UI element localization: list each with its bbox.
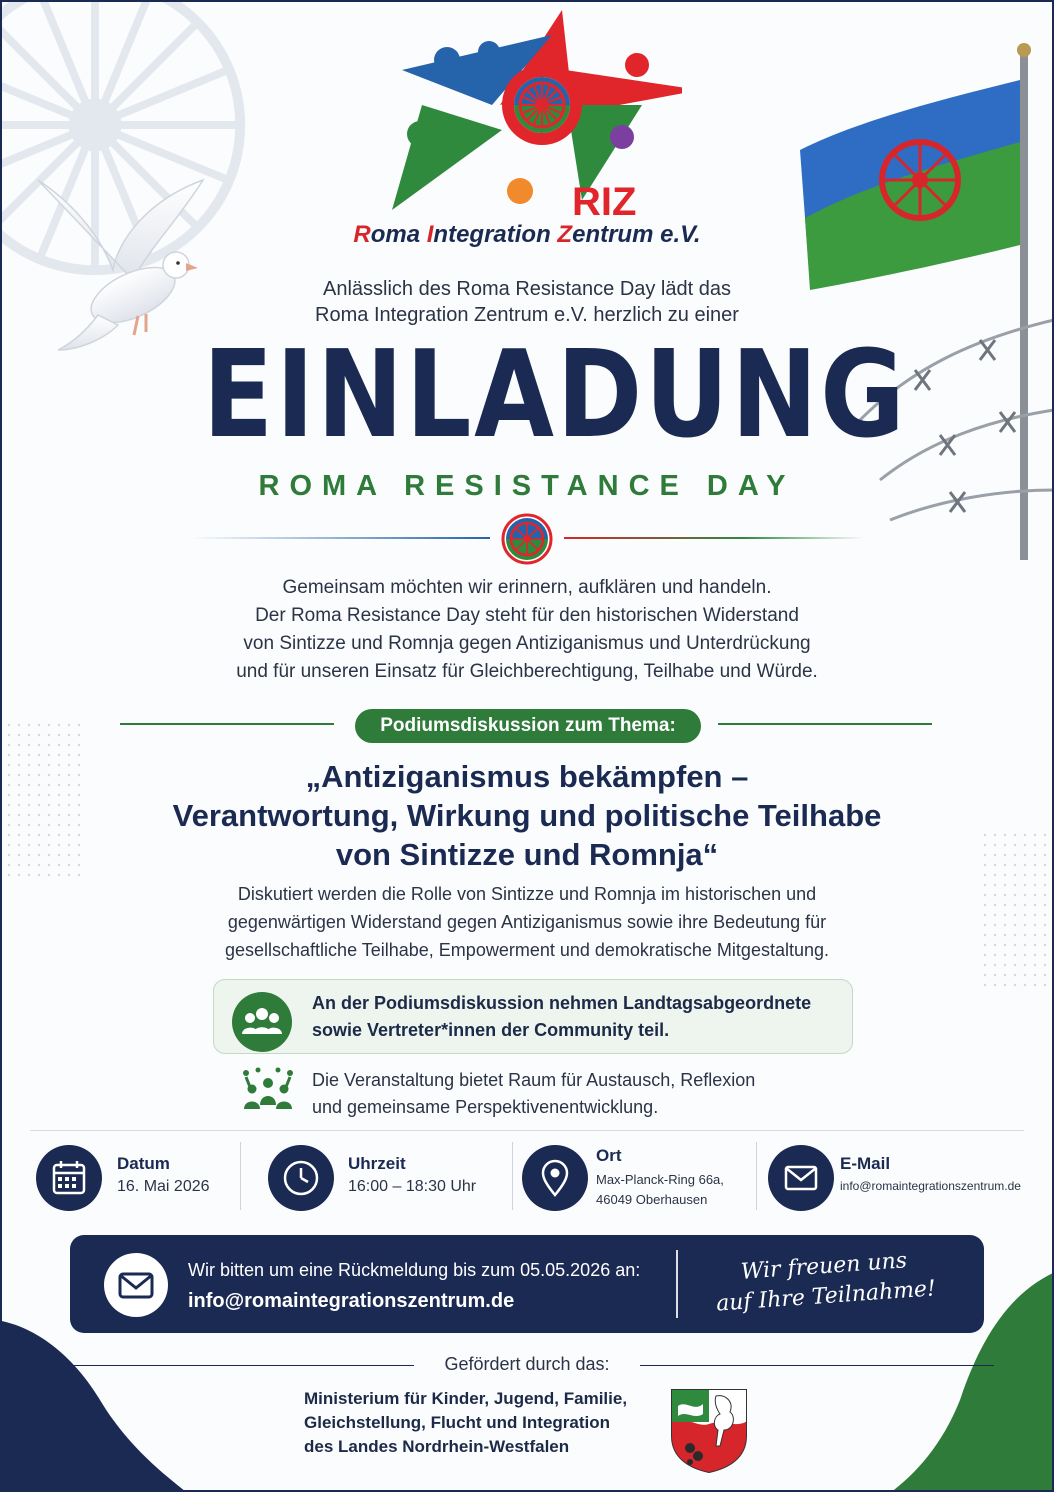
dot-pattern-left bbox=[4, 720, 84, 880]
rsvp-separator bbox=[676, 1250, 678, 1318]
event-subtitle: ROMA RESISTANCE DAY bbox=[258, 470, 796, 502]
time-icon-circle bbox=[268, 1145, 334, 1211]
dot-pattern-right bbox=[980, 830, 1054, 990]
email-value[interactable]: info@romaintegrationszentrum.de bbox=[840, 1179, 1021, 1193]
topic-line-1: „Antiziganismus bekämpfen – bbox=[305, 759, 749, 794]
location-pin-icon bbox=[522, 1145, 588, 1211]
participants-line-2: sowie Vertreter*innen der Community teil. bbox=[312, 1020, 670, 1040]
divider-right bbox=[564, 537, 864, 539]
dove-icon bbox=[28, 160, 208, 355]
place-value-line-2: 46049 Oberhausen bbox=[596, 1192, 708, 1207]
info-divider bbox=[30, 1130, 1024, 1131]
community-icon bbox=[238, 1065, 298, 1117]
funding-label: Gefördert durch das: bbox=[444, 1354, 610, 1374]
offer-line-1: Die Veranstaltung bietet Raum für Austausch, Reflexion bbox=[312, 1070, 756, 1090]
org-initial-i: I bbox=[426, 221, 434, 248]
place-icon-circle bbox=[522, 1145, 588, 1211]
clock-icon bbox=[268, 1145, 334, 1211]
intro-text bbox=[200, 276, 854, 328]
rsvp-email-link[interactable]: info@romaintegrationszentrum.de bbox=[188, 1290, 515, 1312]
topic-line-2: Verantwortung, Wirkung und politische Teilhabe bbox=[172, 798, 882, 833]
date-label: Datum bbox=[117, 1154, 170, 1173]
ministry-line-3: des Landes Nordrhein-Westfalen bbox=[304, 1437, 570, 1456]
pill-line-right bbox=[718, 723, 932, 725]
org-rest-roma: oma bbox=[370, 221, 427, 248]
org-initial-r: R bbox=[353, 221, 371, 248]
rsvp-icon-circle bbox=[104, 1253, 168, 1317]
intro-line-1: Anlässlich des Roma Resistance Day lädt das bbox=[323, 278, 731, 300]
date-icon-circle bbox=[36, 1145, 102, 1211]
ministry-line-1: Ministerium für Kinder, Jugend, Familie, bbox=[304, 1389, 628, 1408]
rsvp-request-text: Wir bitten um eine Rückmeldung bis zum 05.05.2026 an: bbox=[188, 1260, 641, 1280]
welcome-line-2: auf Ihre Teilnahme! bbox=[715, 1276, 937, 1317]
divider-left bbox=[190, 537, 490, 539]
info-separator-1 bbox=[240, 1142, 241, 1210]
description-line-1: Diskutiert werden die Rolle von Sintizze und Romnja im historischen und bbox=[237, 884, 817, 904]
mission-line-1: Gemeinsam möchten wir erinnern, aufklären und handeln. bbox=[282, 577, 772, 598]
offer-line-2: und gemeinsame Perspektivenentwicklung. bbox=[312, 1097, 659, 1117]
intro-line-2: Roma Integration Zentrum e.V. herzlich zu einer bbox=[315, 304, 739, 326]
welcome-line-1: Wir freuen uns bbox=[740, 1248, 908, 1285]
pill-line-left bbox=[120, 723, 334, 725]
participants-text bbox=[312, 990, 842, 1044]
logo-abbr: RIZ bbox=[572, 180, 637, 224]
place-label: Ort bbox=[596, 1146, 622, 1165]
participants-line-1: An der Podiumsdiskussion nehmen Landtagsabgeordnete bbox=[312, 993, 812, 1013]
mail-icon bbox=[104, 1253, 168, 1317]
org-rest-integration: ntegration bbox=[433, 221, 558, 248]
time-value: 16:00 – 18:30 Uhr bbox=[348, 1178, 477, 1195]
ministry-line-2: Gleichstellung, Flucht und Integration bbox=[304, 1413, 610, 1432]
description-line-3: gesellschaftliche Teilhabe, Empowerment und demokratische Mitgestaltung. bbox=[225, 940, 829, 960]
panel-description bbox=[150, 880, 904, 964]
info-separator-2 bbox=[512, 1142, 513, 1210]
email-icon-circle bbox=[768, 1145, 834, 1211]
mission-line-3: von Sintizze und Romnja gegen Antiziganismus und Unterdrückung bbox=[243, 633, 811, 654]
panel-label-badge: Podiumsdiskussion zum Thema: bbox=[355, 709, 701, 743]
mission-line-4: und für unseren Einsatz für Gleichberechtigung, Teilhabe und Würde. bbox=[236, 661, 818, 682]
date-value: 16. Mai 2026 bbox=[117, 1178, 210, 1195]
calendar-icon bbox=[36, 1145, 102, 1211]
funding-line-left bbox=[60, 1365, 414, 1366]
organization-name bbox=[300, 221, 754, 249]
panel-topic bbox=[100, 757, 954, 874]
place-value-line-1: Max-Planck-Ring 66a, bbox=[596, 1172, 724, 1187]
chakra-wheel-icon bbox=[500, 512, 554, 566]
time-label: Uhrzeit bbox=[348, 1154, 406, 1173]
riz-logo bbox=[392, 10, 682, 225]
envelope-icon bbox=[768, 1145, 834, 1211]
description-line-2: gegenwärtigen Widerstand gegen Antiziganismus sowie ihre Bedeutung für bbox=[227, 912, 827, 932]
email-label: E-Mail bbox=[840, 1154, 891, 1173]
funding-line-right bbox=[640, 1365, 994, 1366]
page-title: EINLADUNG bbox=[202, 326, 908, 465]
offer-text bbox=[312, 1067, 872, 1121]
topic-line-3: von Sintizze und Romnja“ bbox=[335, 837, 719, 872]
info-separator-3 bbox=[756, 1142, 757, 1210]
ministry-name bbox=[304, 1387, 664, 1459]
group-icon bbox=[232, 992, 292, 1052]
nrw-coat-of-arms-icon bbox=[668, 1386, 750, 1474]
participants-circle bbox=[232, 992, 292, 1052]
mission-line-2: Der Roma Resistance Day steht für den historischen Widerstand bbox=[255, 605, 799, 626]
org-initial-z: Z bbox=[557, 221, 573, 248]
mission-text bbox=[150, 574, 904, 686]
org-rest-zentrum: entrum e.V. bbox=[572, 221, 701, 248]
